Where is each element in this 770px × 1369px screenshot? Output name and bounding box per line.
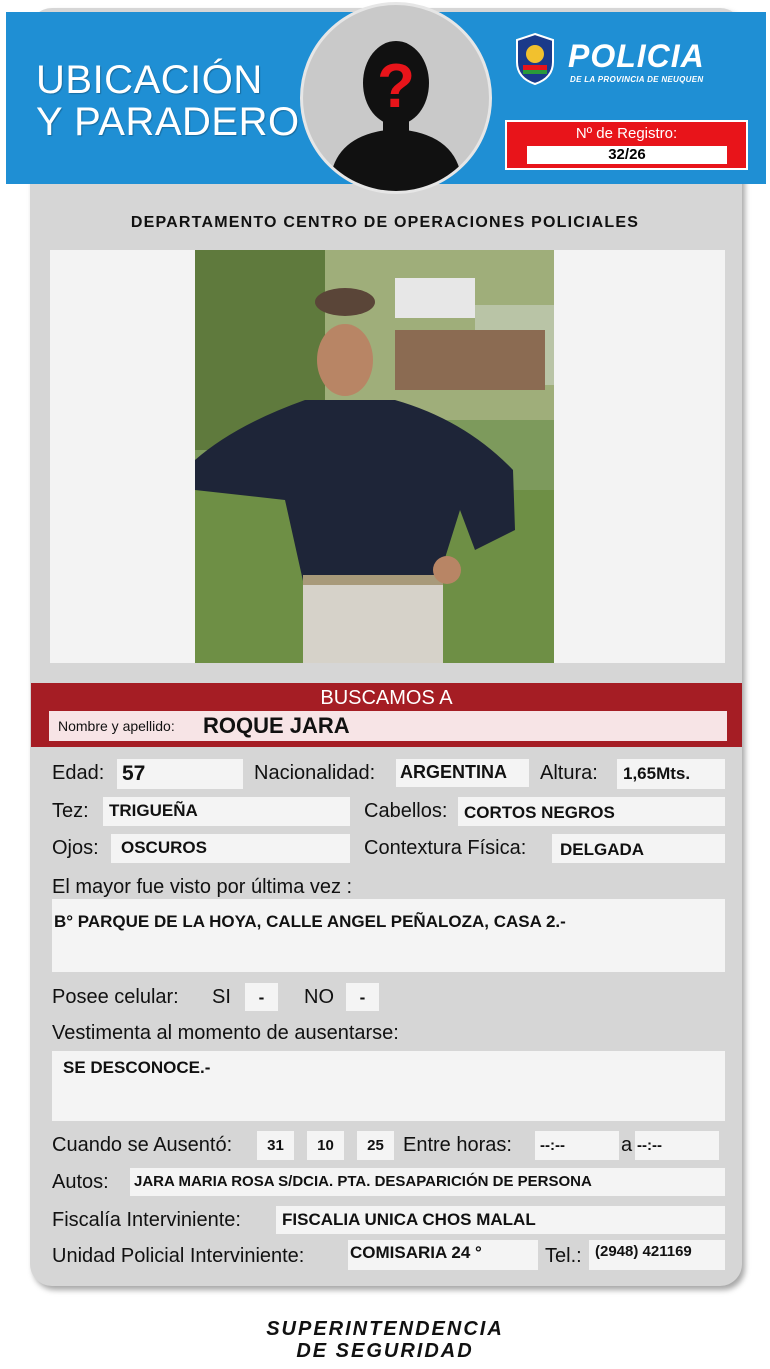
tel-value: (2948) 421169 (589, 1240, 725, 1270)
title-line1: UBICACIÓN (36, 58, 263, 102)
tez-value: TRIGUEÑA (103, 797, 350, 826)
footer-line2: DE SEGURIDAD (296, 1340, 474, 1362)
ojos-value: OSCUROS (111, 834, 350, 863)
ausento-mes: 10 (307, 1131, 344, 1160)
brand-subtitle: DE LA PROVINCIA DE NEUQUEN (570, 75, 704, 84)
wanted-title: BUSCAMOS A (320, 687, 453, 709)
hora-hasta: --:-- (635, 1131, 719, 1160)
cabellos-label: Cabellos: (364, 800, 448, 822)
no-value: - (346, 983, 379, 1011)
edad-label: Edad: (52, 762, 105, 784)
wanted-banner (31, 683, 742, 747)
nacionalidad-value: ARGENTINA (396, 759, 529, 787)
si-label: SI (212, 986, 231, 1008)
celular-label: Posee celular: (52, 986, 179, 1008)
ausento-dia: 31 (257, 1131, 294, 1160)
vestimenta-value: SE DESCONOCE.- (52, 1051, 725, 1121)
altura-value: 1,65Mts. (617, 759, 725, 789)
horas-label: Entre horas: (403, 1134, 512, 1156)
unidad-label: Unidad Policial Interviniente: (52, 1245, 305, 1267)
nacionalidad-label: Nacionalidad: (254, 762, 376, 784)
autos-label: Autos: (52, 1171, 109, 1193)
fiscalia-value: FISCALIA UNICA CHOS MALAL (276, 1206, 725, 1234)
edad-value: 57 (117, 759, 243, 789)
registro-box (505, 120, 748, 170)
ausento-label: Cuando se Ausentó: (52, 1134, 233, 1156)
registro-value: 32/26 (527, 146, 727, 164)
police-shield-icon (514, 32, 556, 86)
unidad-value: COMISARIA 24 ° (348, 1240, 538, 1270)
visto-label: El mayor fue visto por última vez : (52, 876, 353, 898)
footer-line1: SUPERINTENDENCIA (266, 1318, 504, 1340)
svg-text:?: ? (377, 52, 415, 121)
ausento-anio: 25 (357, 1131, 394, 1160)
registro-label: Nº de Registro: (575, 125, 678, 142)
photo-panel (50, 250, 725, 663)
silhouette-icon (303, 5, 489, 191)
autos-value: JARA MARIA ROSA S/DCIA. PTA. DESAPARICIÓN DE PERSONA (130, 1168, 725, 1196)
ojos-label: Ojos: (52, 837, 99, 859)
name-label: Nombre y apellido: (58, 718, 175, 734)
name-box (49, 711, 727, 741)
si-value: - (245, 983, 278, 1011)
a-label: a (621, 1134, 633, 1156)
hora-desde: --:-- (535, 1131, 619, 1160)
vestimenta-label: Vestimenta al momento de ausentarse: (52, 1022, 399, 1044)
contextura-value: DELGADA (552, 834, 725, 863)
unknown-person-avatar (300, 2, 492, 194)
tez-label: Tez: (52, 800, 89, 822)
cabellos-value: CORTOS NEGROS (458, 797, 725, 826)
name-value: ROQUE JARA (203, 713, 350, 738)
brand-name: POLICIA (568, 38, 705, 74)
tel-label: Tel.: (545, 1245, 582, 1267)
department-title: DEPARTAMENTO CENTRO DE OPERACIONES POLICIALES (130, 214, 640, 231)
visto-value: B° PARQUE DE LA HOYA, CALLE ANGEL PEÑALOZA, CASA 2.- (52, 899, 725, 972)
fiscalia-label: Fiscalía Interviniente: (52, 1209, 241, 1231)
title-line2: Y PARADERO (36, 100, 300, 144)
no-label: NO (304, 986, 334, 1008)
contextura-label: Contextura Física: (364, 837, 527, 859)
missing-person-photo (195, 250, 554, 663)
altura-label: Altura: (540, 762, 598, 784)
